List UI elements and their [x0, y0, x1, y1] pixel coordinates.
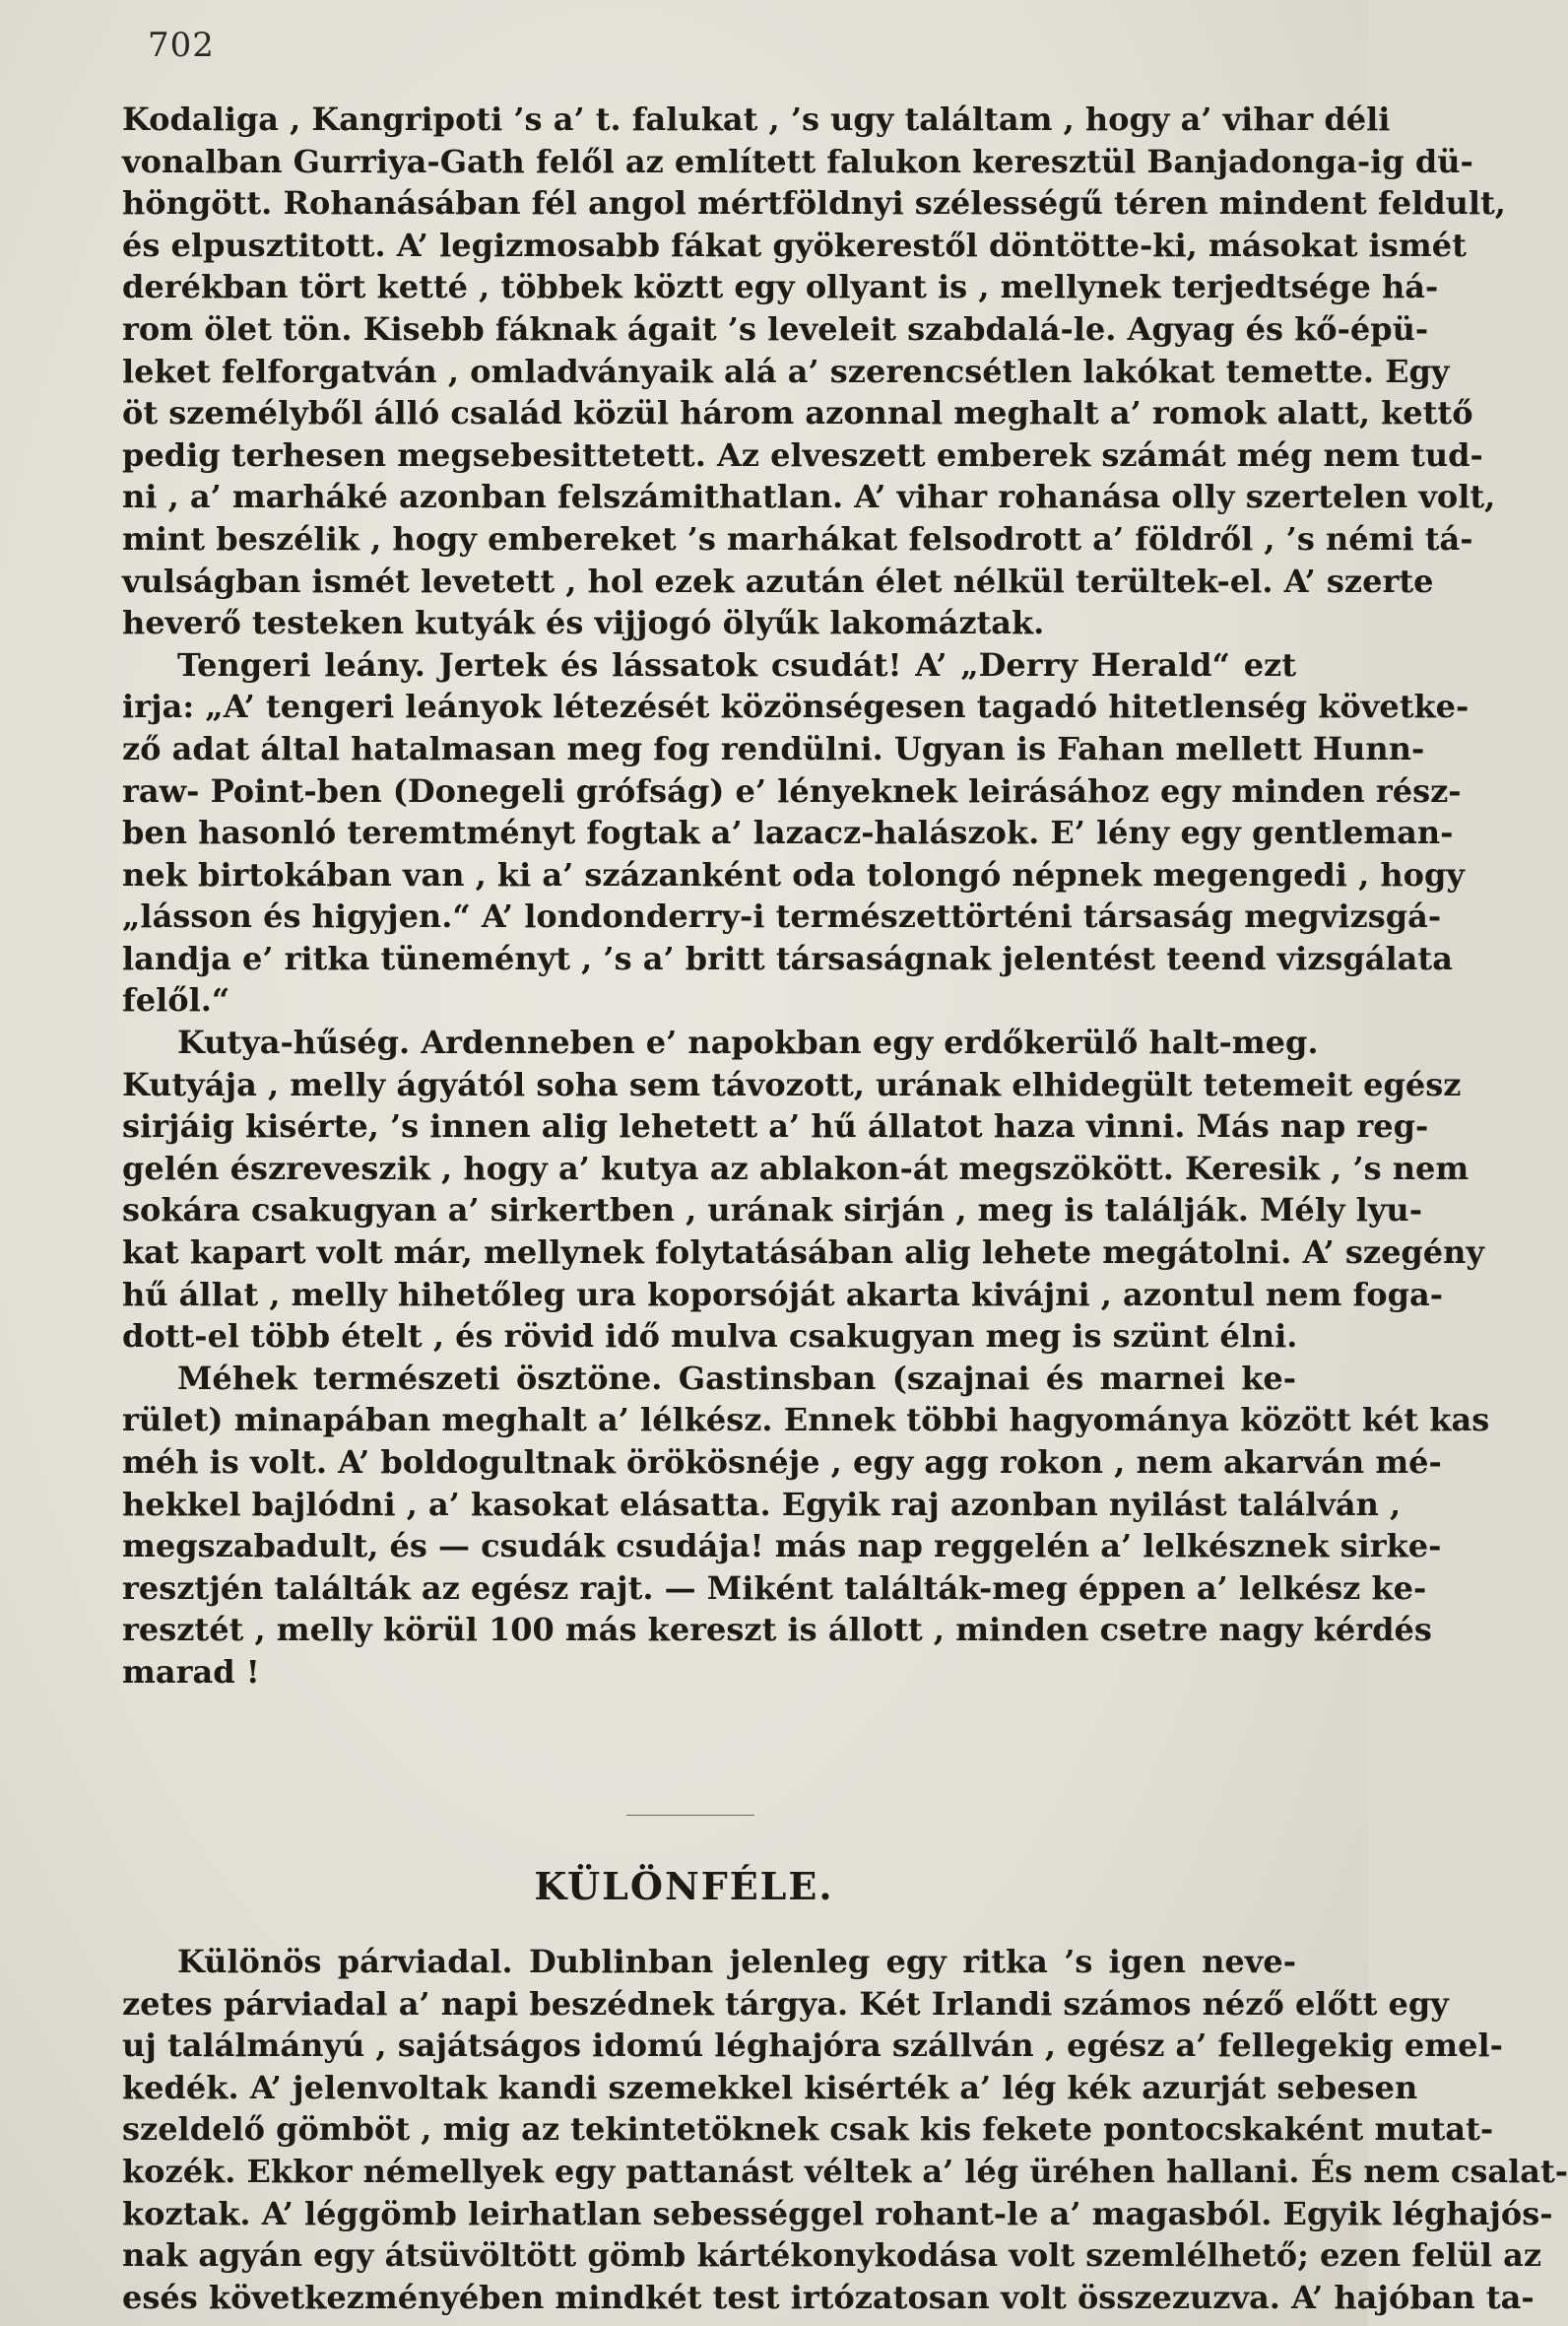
article-text-bottom — [122, 1941, 1568, 2318]
text-line: ni , a’ marháké azonban felszámithatlan. A’ vihar rohanása olly szertelen volt, — [122, 478, 1496, 516]
text-line: raw- Point-ben (Donegeli grófság) e’ lényeknek leirásához egy minden rész- — [122, 771, 1462, 810]
text-line: vulságban ismét levetett , hol ezek azután élet nélkül terültek-el. A’ szerte — [122, 562, 1434, 600]
text-line: felől.“ — [122, 981, 230, 1020]
text-line: derékban tört ketté , többek köztt egy ollyant is , mellynek terjedtsége há- — [122, 268, 1439, 306]
text-line: koztak. A’ léggömb leirhatlan sebességgel rohant-le a’ magasból. Egyik léghajós- — [122, 2194, 1553, 2232]
text-line: resztjén találták az egész rajt. — Miként találták-meg éppen a’ lelkész ke- — [122, 1568, 1427, 1607]
text-line: hekkel bajlódni , a’ kasokat elásatta. Egyik raj azonban nyilást találván , — [122, 1485, 1402, 1523]
text-line: esés következményében mindkét test irtózatosan volt összezuzva. A’ hajóban ta- — [122, 2278, 1535, 2316]
text-line: marad ! — [122, 1652, 260, 1691]
text-line: höngött. Rohanásában fél angol mértföldnyi szélességű téren mindent feldult, — [122, 184, 1506, 223]
text-line: Kutyája , melly ágyától soha sem távozott, urának elhidegült tetemeit egész — [122, 1065, 1462, 1103]
text-line: mint beszélik , hogy embereket ’s marhákat felsodrott a’ földről , ’s némi tá- — [122, 519, 1473, 558]
text-line: méh is volt. A’ boldogultnak örökösnéje , egy agg rokon , nem akarván mé- — [122, 1443, 1442, 1481]
article-text-top — [122, 99, 1506, 1694]
text-line: rom ölet tön. Kisebb fáknak ágait ’s leveleit szabdalá-le. Agyag és kő-épü- — [122, 309, 1429, 348]
text-line: kat kapart volt már, mellynek folytatásában alig lehete megátolni. A’ szegény — [122, 1233, 1485, 1272]
text-line: dott-el több ételt , és rövid idő mulva csakugyan meg is szünt élni. — [122, 1317, 1298, 1356]
section-heading: KÜLÖNFÉLE. — [534, 1864, 834, 1908]
text-line: zetes párviadal a’ napi beszédnek tárgya. Két Irlandi számos néző előtt egy — [122, 1984, 1449, 2023]
text-line: gelén észreveszik , hogy a’ kutya az ablakon-át megszökött. Keresik , ’s nem — [122, 1149, 1470, 1187]
text-line: rület) minapában meghalt a’ lélkész. Ennek többi hagyománya között két kas — [122, 1401, 1490, 1439]
text-line: vonalban Gurriya-Gath felől az említett falukon keresztül Banjadonga-ig dü- — [122, 142, 1473, 180]
text-line: sokára csakugyan a’ sirkertben , urának sirján , meg is találják. Mély lyu- — [122, 1191, 1422, 1229]
text-line: landja e’ ritka tüneményt , ’s a’ britt társaságnak jelentést teend vizsgálata — [122, 939, 1453, 977]
text-line: uj találmányú , sajátságos idomú léghajóra szállván , egész a’ fellegekig emel- — [122, 2027, 1503, 2065]
text-line: szeldelő gömböt , mig az tekintetöknek csak kis fekete pontocskaként mutat- — [122, 2110, 1494, 2149]
page-number: 702 — [148, 26, 215, 65]
rubric-line-tengeri-leany: Tengeri leány. Jertek és lássatok csudát! A’ „Derry Herald“ ezt — [177, 645, 1296, 684]
text-line: irja: „A’ tengeri leányok létezését közönségesen tagadó hitetlenség követke- — [122, 688, 1470, 726]
text-line: kedék. A’ jelenvoltak kandi szemekkel kisérték a’ lég kék azurját sebesen — [122, 2068, 1418, 2106]
rubric-line-mehek: Méhek természeti ösztöne. Gastinsban (szajnai és marnei ke- — [177, 1359, 1296, 1397]
text-line: pedig terhesen megsebesittetett. Az elveszett emberek számát még nem tud- — [122, 435, 1483, 474]
section-divider — [626, 1815, 754, 1816]
text-line: ben hasonló teremtményt fogtak a’ lazacz-halászok. E’ lény egy gentleman- — [122, 814, 1454, 852]
text-line: és elpusztitott. A’ legizmosabb fákat gyökerestől döntötte-ki, másokat ismét — [122, 226, 1467, 264]
text-line: hű állat , melly hihetőleg ura koporsóját akarta kivájni , azontul nem foga- — [122, 1275, 1444, 1313]
text-line: leket felforgatván , omladványaik alá a’ szerencsétlen lakókat temette. Egy — [122, 352, 1450, 390]
text-line: Kodaliga , Kangripoti ’s a’ t. falukat , ’s ugy találtam , hogy a’ vihar déli — [122, 100, 1391, 138]
text-line: ző adat által hatalmasan meg fog rendülni. Ugyan is Fahan mellett Hunn- — [122, 729, 1425, 767]
text-line: nak agyán egy átsüvöltött gömb kártékonykodása volt szemlélhető; ezen felül az — [122, 2236, 1542, 2275]
text-line: kozék. Ekkor némellyek egy pattanást véltek a’ lég üréhen hallani. És nem csalat- — [122, 2152, 1568, 2190]
text-line: heverő testeken kutyák és vijjogó ölyűk lakomáztak. — [122, 604, 1045, 642]
text-line: megszabadult, és — csudák csudája! más nap reggelén a’ lelkésznek sirke- — [122, 1527, 1442, 1565]
rubric-line-kulonos-parviadal: Különös párviadal. Dublinban jelenleg egy ritka ’s igen neve- — [177, 1943, 1296, 1980]
text-line: nek birtokában van , ki a’ százanként oda tolongó népnek megengedi , hogy — [122, 855, 1465, 894]
rubric-line-kutya-huseg: Kutya-hűség. Ardenneben e’ napokban egy erdőkerülő halt-meg. — [177, 1024, 1319, 1062]
text-line: resztét , melly körül 100 más kereszt is állott , minden csetre nagy kérdés — [122, 1611, 1432, 1649]
text-line: „lásson és higyjen.“ A’ londonderry-i természettörténi társaság megvizsgá- — [122, 897, 1442, 936]
text-line: sirjáig kisérte, ’s innen alig lehetett a’ hű állatot haza vinni. Más nap reg- — [122, 1107, 1429, 1146]
text-line: öt személyből álló család közül három azonnal meghalt a’ romok alatt, kettő — [122, 394, 1473, 432]
